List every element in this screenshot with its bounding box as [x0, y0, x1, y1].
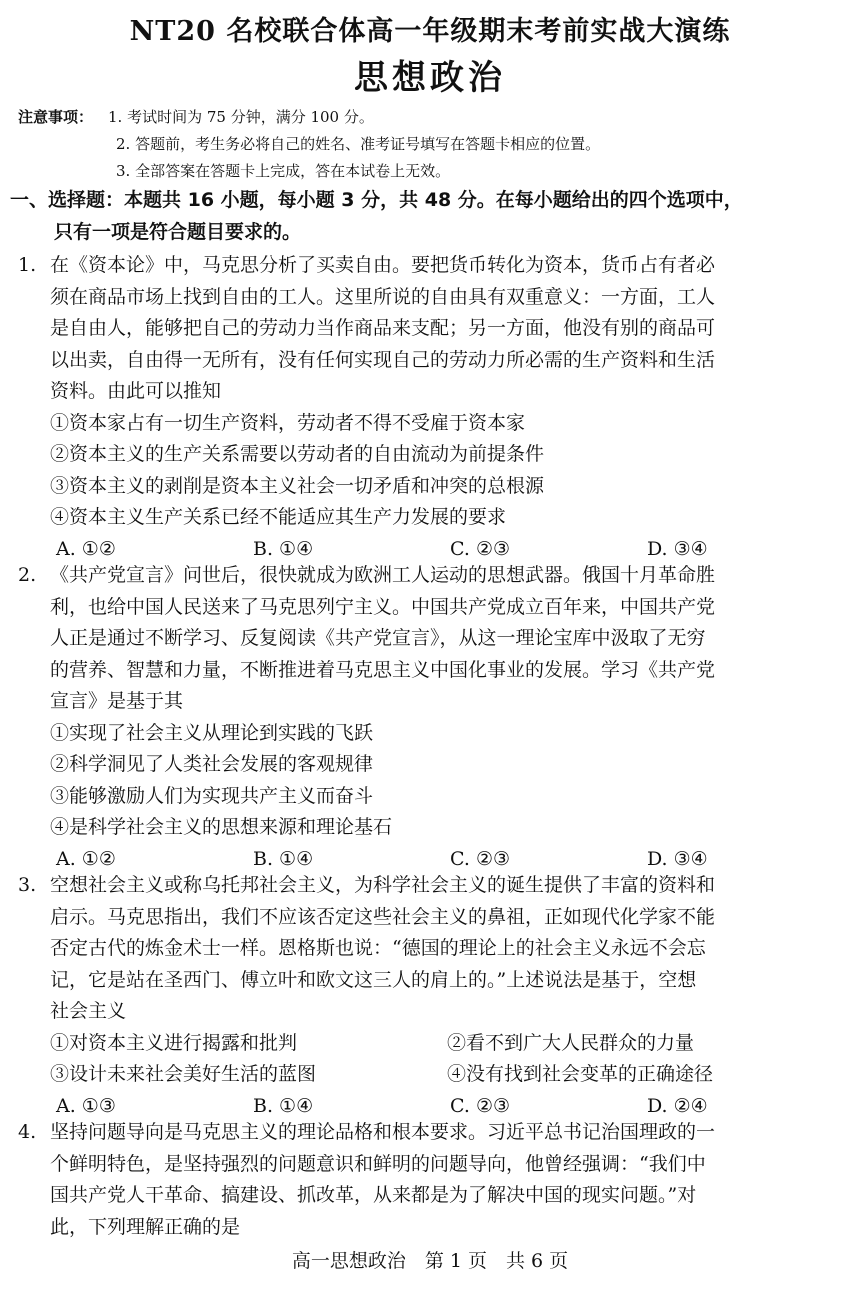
statement-option: ①对资本主义进行揭露和批判	[50, 1031, 298, 1054]
choice-a: A. ①②	[56, 847, 116, 870]
question-stem-line: 坚持问题导向是马克思主义的理论品格和根本要求。习近平总书记治国理政的一	[50, 1121, 716, 1143]
statement-option: ③能够激励人们为实现共产主义而奋斗	[50, 784, 374, 807]
choice-a: A. ①③	[56, 1094, 116, 1117]
choice-d: D. ③④	[647, 847, 708, 870]
notice-item: 3. 全部答案在答题卡上完成，答在本试卷上无效。	[116, 162, 451, 180]
choice-c: C. ②③	[450, 1094, 511, 1117]
exam-title: NT20 名校联合体高一年级期末考前实战大演练	[129, 16, 731, 47]
statement-option-row	[18, 1059, 844, 1091]
statement-option: ④是科学社会主义的思想来源和理论基石	[50, 816, 393, 838]
question-stem-line: 是自由人，能够把自己的劳动力当作商品来支配；另一方面，他没有别的商品可	[50, 317, 716, 339]
question-stem-line: 记，它是站在圣西门、傅立叶和欧文这三人的肩上的。”上述说法是基于，空想	[50, 968, 697, 991]
question-stem-line: 宣言》是基于其	[50, 690, 184, 712]
notice-item: 1. 考试时间为 75 分钟，满分 100 分。	[108, 108, 374, 126]
question-4	[18, 1117, 844, 1243]
statement-option: ④没有找到社会变革的正确途径	[447, 1063, 714, 1085]
question-stem-line: 利，也给中国人民送来了马克思列宁主义。中国共产党成立百年来，中国共产党	[50, 595, 716, 618]
question-stem-line: 否定古代的炼金术士一样。恩格斯也说：“德国的理论上的社会主义永远不会忘	[50, 937, 706, 959]
page-footer: 高一思想政治 第 1 页 共 6 页	[291, 1250, 569, 1272]
statement-option: ②资本主义的生产关系需要以劳动者的自由流动为前提条件	[50, 443, 545, 465]
notice-block	[18, 104, 848, 185]
question-stem-line: 个鲜明特色，是坚持强烈的问题意识和鲜明的问题导向，他曾经强调：“我们中	[50, 1152, 706, 1175]
statement-option: ①实现了社会主义从理论到实践的飞跃	[50, 721, 374, 744]
subject-title: 思想政治	[354, 58, 506, 98]
question-stem-line: 人正是通过不断学习、反复阅读《共产党宣言》，从这一理论宝库中汲取了无穷	[50, 627, 706, 649]
question-stem-line: 在《资本论》中，马克思分析了买卖自由。要把货币转化为资本，货币占有者必	[50, 254, 716, 276]
section-heading-line: 一、选择题：本题共 16 小题，每小题 3 分，共 48 分。在每小题给出的四个选项中，	[10, 189, 743, 211]
question-3	[18, 870, 844, 1122]
choice-b: B. ①④	[253, 1094, 314, 1117]
question-stem-line: 资料。由此可以推知	[50, 380, 222, 402]
choice-c: C. ②③	[450, 537, 511, 560]
question-stem-line: 此，下列理解正确的是	[50, 1215, 241, 1238]
question-2	[18, 560, 844, 875]
choice-b: B. ①④	[253, 847, 314, 870]
statement-option-row	[18, 1028, 844, 1060]
statement-option: ③设计未来社会美好生活的蓝图	[50, 1063, 317, 1085]
question-stem-line: 国共产党人干革命、搞建设、抓改革，从来都是为了解决中国的现实问题。”对	[50, 1184, 697, 1206]
question-stem-line: 启示。马克思指出，我们不应该否定这些社会主义的鼻祖，正如现代化学家不能	[50, 905, 716, 928]
section-heading-line: 只有一项是符合题目要求的。	[54, 221, 302, 243]
section-heading	[10, 184, 852, 248]
notice-label: 注意事项：	[18, 108, 94, 126]
statement-option: ①资本家占有一切生产资料，劳动者不得不受雇于资本家	[50, 411, 526, 434]
choice-d: D. ②④	[647, 1094, 708, 1117]
question-stem-line: 须在商品市场上找到自由的工人。这里所说的自由具有双重意义：一方面，工人	[50, 285, 716, 308]
question-number: 1.	[18, 254, 37, 276]
question-number: 3.	[18, 874, 37, 896]
statement-option: ③资本主义的剥削是资本主义社会一切矛盾和冲突的总根源	[50, 474, 545, 497]
choice-c: C. ②③	[450, 847, 511, 870]
statement-option: ②科学洞见了人类社会发展的客观规律	[50, 753, 374, 775]
question-stem-line: 《共产党宣言》问世后，很快就成为欧洲工人运动的思想武器。俄国十月革命胜	[50, 564, 716, 586]
question-stem-line: 社会主义	[50, 1000, 127, 1022]
notice-item: 2. 答题前，考生务必将自己的姓名、准考证号填写在答题卡相应的位置。	[116, 135, 601, 153]
choice-a: A. ①②	[56, 537, 116, 560]
statement-option: ②看不到广大人民群众的力量	[447, 1031, 695, 1054]
question-stem-line: 以出卖，自由得一无所有，没有任何实现自己的劳动力所必需的生产资料和生活	[50, 348, 716, 371]
choice-b: B. ①④	[253, 537, 314, 560]
question-1	[18, 250, 844, 565]
question-stem-line: 的营养、智慧和力量，不断推进着马克思主义中国化事业的发展。学习《共产党	[50, 658, 716, 681]
statement-option: ④资本主义生产关系已经不能适应其生产力发展的要求	[50, 506, 507, 528]
question-number: 2.	[18, 564, 37, 586]
choice-d: D. ③④	[647, 537, 708, 560]
question-number: 4.	[18, 1121, 37, 1143]
question-stem-line: 空想社会主义或称乌托邦社会主义，为科学社会主义的诞生提供了丰富的资料和	[50, 874, 716, 896]
